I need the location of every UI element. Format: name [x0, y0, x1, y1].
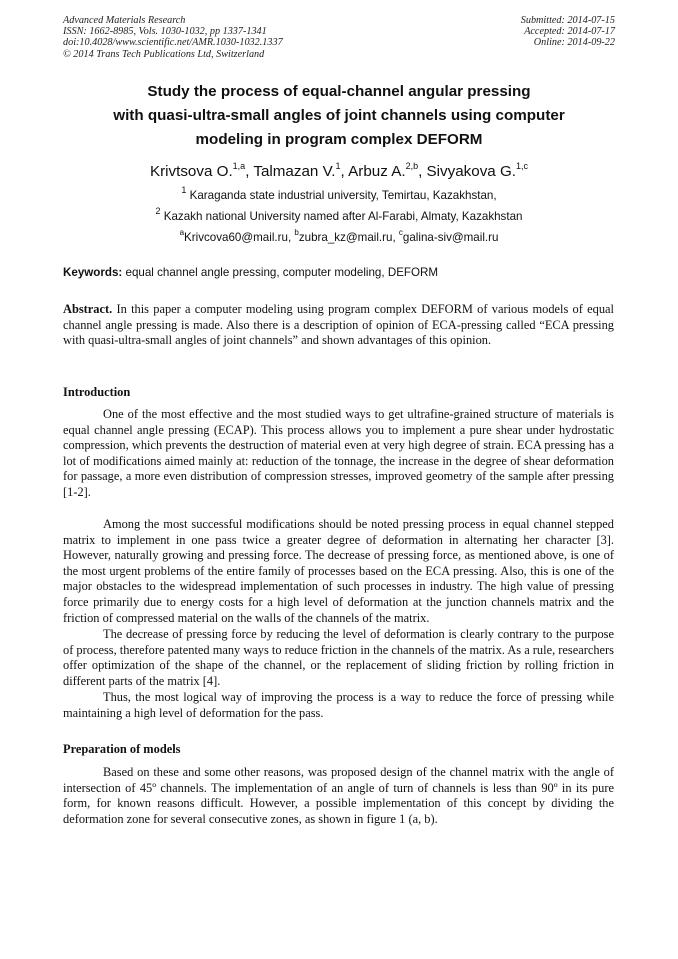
- author-emails: [63, 228, 615, 245]
- dates-header: [521, 15, 615, 49]
- abstract-label: Abstract.: [63, 302, 113, 316]
- author-name: Arbuz A.: [348, 163, 406, 180]
- author-separator: ,: [245, 163, 254, 180]
- author-name: Talmazan V.: [253, 163, 336, 180]
- title-line: modeling in program complex DEFORM: [195, 131, 483, 148]
- email-mark: b: [294, 228, 299, 238]
- journal-doi: doi:10.4028/www.scientific.net/AMR.1030-1032.1337: [63, 37, 283, 49]
- author-name: Krivtsova O.: [149, 163, 233, 180]
- abstract: [63, 302, 614, 349]
- email-mark: c: [398, 228, 403, 238]
- author-affiliation-mark: 1,a: [232, 160, 246, 171]
- journal-issn: ISSN: 1662-8985, Vols. 1030-1032, pp 1337-1341: [63, 26, 267, 38]
- journal-header: [63, 15, 283, 60]
- paragraph: Among the most successful modifications should be noted pressing process in equal channel stepped matrix to implement in one pass twice a greater degree of deformation in alternating her character [3]. However, naturally growing and pressing force. The decrease of pressing force, as mentioned above, is one of the most urgent problems of the entire family of processes based on the ECA pressing. Also, this is one of the major obstacles to the widespread implementation of such processes in industry. The high value of pressing force primarily due to energy costs for a high level of deformation at the junction channels matrix and the friction of compressed material on the walls of the channels of the matrix.: [63, 517, 614, 625]
- affiliation-text: Kazakh national University named after Al-Farabi, Almaty, Kazakhstan: [160, 210, 523, 223]
- author-separator: ,: [418, 163, 427, 180]
- title-line: with quasi-ultra-small angles of joint channels using computer: [113, 107, 565, 124]
- paragraph: One of the most effective and the most studied ways to get ultrafine-grained structure of materials is equal channel angle pressing (ECAP). This process allows you to implement a pure shear under hydrostatic compression, which prevents the destruction of material even at very high degree of strain. ECA pressing has a lot of modifications aimed mainly at: reduction of the tonnage, the increase in the degree of shear deformation for passage, a more even distribution of compression stresses, improved geometry of the sample after pressing [1-2].: [63, 407, 614, 499]
- email-address[interactable]: galina-siv@mail.ru: [402, 231, 499, 244]
- submitted-date: Submitted: 2014-07-15: [520, 15, 615, 26]
- author-affiliation-mark: 1,c: [516, 160, 529, 171]
- paper-title: [63, 80, 615, 152]
- title-line: Study the process of equal-channel angular pressing: [147, 83, 531, 100]
- affiliation-mark: 1: [181, 185, 187, 196]
- author-affiliation-mark: 2,b: [405, 160, 419, 171]
- keywords: [63, 266, 615, 280]
- accepted-date: Accepted: 2014-07-17: [524, 26, 615, 38]
- affiliation: [63, 185, 615, 203]
- author-list: [63, 160, 615, 181]
- online-date: Online: 2014-09-22: [533, 37, 615, 49]
- author-separator: ,: [340, 163, 349, 180]
- paragraph: The decrease of pressing force by reducing the level of deformation is clearly contrary to the purpose of process, therefore patented many ways to reduce friction in the channels of the matrix. As a rule, researchers offer optimization of the shape of the channel, or the replacement of sliding friction by rolling friction in different parts of the matrix [4].: [63, 627, 614, 688]
- email-mark: a: [179, 228, 185, 238]
- paragraph: Based on these and some other reasons, was proposed design of the channel matrix with the angle of intersection of 45º channels. The implementation of an angle of turn of channels is less than 90º in its pure form, for known reasons difficult. However, a possible implementation of this concept by dividing the deformation zone for several consecutive zones, as shown in figure 1 (a, b).: [63, 765, 614, 826]
- email-address[interactable]: zubra_kz@mail.ru,: [298, 231, 399, 244]
- journal-name: Advanced Materials Research: [63, 15, 186, 26]
- abstract-text: In this paper a computer modeling using program complex DEFORM of various models of equal channel angle pressing is made. Also there is a description of opinion of ECA-pressing called “ECA pressing with quasi-ultra-small angles of joint channels” and shown advantages of this opinion.: [63, 302, 614, 348]
- email-address[interactable]: Krivcova60@mail.ru,: [184, 231, 295, 244]
- keywords-label: Keywords:: [63, 266, 123, 279]
- affiliation-text: Karaganda state industrial university, Temirtau, Kazakhstan,: [186, 189, 497, 202]
- journal-copyright: © 2014 Trans Tech Publications Ltd, Switzerland: [63, 48, 265, 60]
- keywords-text: equal channel angle pressing, computer modeling, DEFORM: [122, 266, 439, 279]
- affiliation: [63, 206, 615, 224]
- author-affiliation-mark: 1: [335, 160, 341, 171]
- section-heading-introduction: Introduction: [63, 385, 131, 399]
- paragraph: Thus, the most logical way of improving the process is a way to reduce the force of pressing while maintaining a high level of deformation for the pass.: [63, 690, 614, 720]
- affiliation-mark: 2: [155, 206, 161, 217]
- section-heading-preparation: Preparation of models: [63, 742, 181, 756]
- author-name: Sivyakova G.: [426, 163, 517, 180]
